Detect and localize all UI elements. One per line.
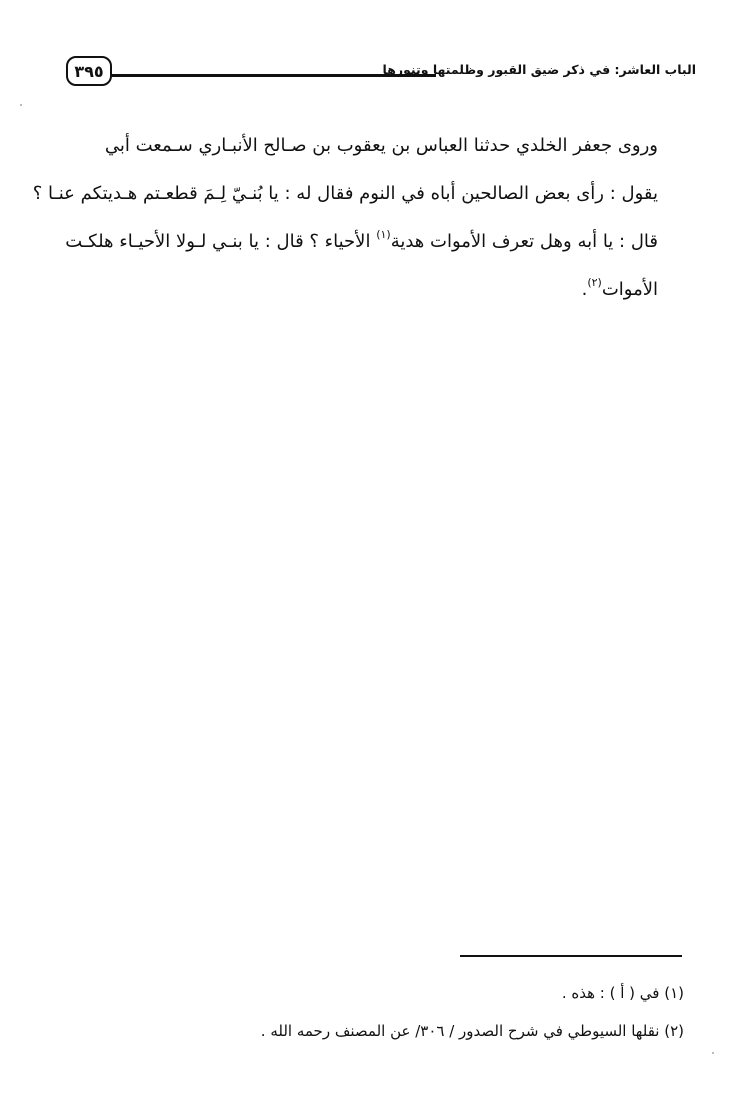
footnote-ref-1: (١) [376,228,391,241]
scan-speck [712,1052,714,1054]
body-line [65,218,658,266]
body-line-segment: الأموات [601,279,658,300]
body-line-segment: . [581,279,588,300]
body-line-segment: قال : يا أبه وهل تعرف الأموات هدية [390,231,658,252]
header-rule [112,74,436,77]
running-header-title: الباب العاشر: في ذكر ضيق القبور وظلمتها وتنورها [382,62,696,77]
footnote-2: (٢) نقلها السيوطي في شرح الصدور / ٣٠٦/ عن المصنف رحمه الله . [260,1022,684,1040]
page-number: ٣٩٥ [66,56,112,86]
body-paragraph [32,122,658,314]
footnotes [261,978,684,1054]
body-line: يقول : رأى بعض الصالحين أباه في النوم فقال له : يا بُنـيّ لِـمَ قطعـتم هـديتكم عنـا ؟ [32,183,658,204]
footnote-separator [460,955,682,957]
body-line: وروى جعفر الخلدي حدثنا العباس بن يعقوب بن صـالح الأنبـاري سـمعت أبي [104,135,658,156]
footnote-1: (١) في ( أ ) : هذه . [561,984,684,1002]
body-line [70,266,658,314]
footnote-ref-2: (٢) [587,276,602,289]
body-line-segment: الأحياء ؟ قال : يا بنـي لـولا الأحيـاء هلكـت [65,231,371,252]
scan-speck [20,104,22,106]
